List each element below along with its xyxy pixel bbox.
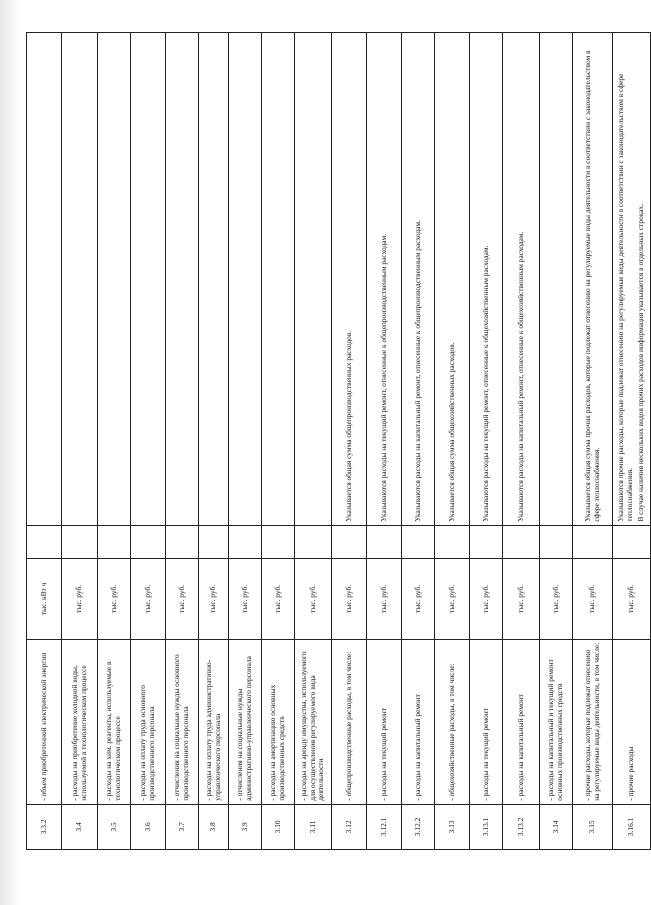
row-name: - расходы на капитальный ремонт	[503, 639, 540, 804]
row-value	[613, 525, 651, 559]
row-value	[402, 525, 435, 559]
row-unit: тыс. руб.	[332, 559, 367, 639]
row-unit: тыс. руб.	[166, 559, 199, 639]
row-name: - общехозяйственные расходы, в том числе:	[435, 639, 470, 804]
table-row	[367, 33, 402, 850]
description-text: Указываются расходы на капитальный ремонт, отнесенные к общехозяйственным расходам.	[515, 231, 525, 522]
table-body	[27, 33, 651, 850]
row-description	[295, 33, 332, 526]
table-row	[613, 33, 651, 850]
description-text: Указывается общая сумма прочих расходов, которые подлежат отнесению на регулируемые виды деятельности в соответствии с законодательством в сфере теплоснабжения.	[582, 50, 601, 522]
row-name: - отчисления на социальные нужды административно-управленческого персонала	[229, 639, 262, 804]
table-row	[573, 33, 613, 850]
row-number: 3.7	[166, 804, 199, 849]
row-number: 3.5	[98, 804, 131, 849]
row-description	[367, 33, 402, 526]
row-number: 3.9	[229, 804, 262, 849]
row-name: - расходы на амортизацию основных производственных средств	[262, 639, 295, 804]
description-text: Указывается общая сумма общехозяйственных расходов.	[446, 342, 456, 522]
row-value	[62, 525, 98, 559]
row-name: - прочие расходы	[613, 639, 651, 804]
row-description	[435, 33, 470, 526]
row-name: - расходы на оплату труда административно-управленческого персонала	[199, 639, 229, 804]
table-row	[262, 33, 295, 850]
row-unit: тыс. руб.	[613, 559, 651, 639]
row-value	[229, 525, 262, 559]
row-unit: тыс. руб.	[540, 559, 573, 639]
scan-edge	[0, 0, 22, 905]
row-number: 3.13	[435, 804, 470, 849]
row-value	[295, 525, 332, 559]
table-row	[332, 33, 367, 850]
row-value	[262, 525, 295, 559]
row-name: - расходы на приобретение холодной воды, используемой в технологическом процессе	[62, 639, 98, 804]
row-number: 3.8	[199, 804, 229, 849]
row-unit: тыс. руб.	[62, 559, 98, 639]
row-unit: тыс. руб.	[573, 559, 613, 639]
row-name: - расходы на капитальный ремонт	[402, 639, 435, 804]
description-remark: В случае наличия нескольких видов прочих расходов информация указывается в отдельных строках.	[636, 203, 646, 522]
row-description	[470, 33, 503, 526]
table-row	[98, 33, 131, 850]
row-description	[402, 33, 435, 526]
row-description	[613, 33, 651, 526]
row-number: 3.10	[262, 804, 295, 849]
row-name: - отчисления на социальные нужды основного производственного персонала	[166, 639, 199, 804]
row-description	[166, 33, 199, 526]
row-number: 3.12.1	[367, 804, 402, 849]
row-number: 3.14	[540, 804, 573, 849]
description-text: Указываются расходы на капитальный ремонт, отнесенные к общепроизводственным расходам.	[412, 220, 422, 522]
row-description	[131, 33, 166, 526]
row-description	[573, 33, 613, 526]
row-unit: тыс. руб.	[98, 559, 131, 639]
row-name: - общепроизводственные расходы, в том числе:	[332, 639, 367, 804]
row-description	[27, 33, 62, 526]
row-number: 3.3.2	[27, 804, 62, 849]
table-row	[402, 33, 435, 850]
table-row	[199, 33, 229, 850]
description-text: Указываются расходы на текущий ремонт, отнесенные к общехозяйственным расходам.	[480, 245, 490, 522]
row-number: 3.12	[332, 804, 367, 849]
rotated-page	[26, 32, 646, 850]
row-description	[62, 33, 98, 526]
table-row	[131, 33, 166, 850]
row-value	[131, 525, 166, 559]
row-number: 3.11	[295, 804, 332, 849]
description-text: Указывается общая сумма общепроизводственных расходов.	[343, 330, 353, 522]
row-description	[98, 33, 131, 526]
row-unit: тыс. руб.	[503, 559, 540, 639]
row-name: - объем приобретенной электрической энергии	[27, 639, 62, 804]
table-row	[470, 33, 503, 850]
expenses-table	[26, 32, 651, 850]
row-name: - расходы на хим. реагенты, используемые в технологическом процессе	[98, 639, 131, 804]
row-number: 3.13.2	[503, 804, 540, 849]
row-value	[573, 525, 613, 559]
table-row	[295, 33, 332, 850]
table-row	[435, 33, 470, 850]
table-row	[27, 33, 62, 850]
row-description	[540, 33, 573, 526]
row-number: 3.15	[573, 804, 613, 849]
row-unit: тыс. руб.	[199, 559, 229, 639]
row-name: - расходы на капитальный и текущий ремонт основных производственных средств	[540, 639, 573, 804]
row-unit: тыс. руб.	[295, 559, 332, 639]
row-description	[199, 33, 229, 526]
row-value	[435, 525, 470, 559]
row-value	[332, 525, 367, 559]
row-description	[503, 33, 540, 526]
row-name: - расходы на оплату труда основного производственного персонала	[131, 639, 166, 804]
row-number: 3.4	[62, 804, 98, 849]
row-description	[332, 33, 367, 526]
description-text: Указываются расходы на текущий ремонт, отнесенные к общепроизводственным расходам.	[378, 233, 388, 522]
row-number: 3.13.1	[470, 804, 503, 849]
table-row	[62, 33, 98, 850]
row-unit: тыс. руб.	[435, 559, 470, 639]
row-description	[262, 33, 295, 526]
row-name: - прочие расходы, которые подлежат отнесению на регулируемые виды деятельности, в том числе:	[573, 639, 613, 804]
row-value	[98, 525, 131, 559]
row-unit: тыс. руб.	[131, 559, 166, 639]
row-name: - расходы на текущий ремонт	[367, 639, 402, 804]
row-value	[199, 525, 229, 559]
row-number: 3.6	[131, 804, 166, 849]
row-unit: тыс. руб.	[470, 559, 503, 639]
table-row	[540, 33, 573, 850]
row-unit: тыс. руб.	[262, 559, 295, 639]
row-value	[503, 525, 540, 559]
row-name: - расходы на текущий ремонт	[470, 639, 503, 804]
table-row	[166, 33, 199, 850]
row-value	[540, 525, 573, 559]
table-row	[229, 33, 262, 850]
row-unit: тыс. руб.	[229, 559, 262, 639]
row-value	[27, 525, 62, 559]
row-unit: тыс. кВт ч	[27, 559, 62, 639]
row-number: 3.16.1	[613, 804, 651, 849]
row-unit: тыс. руб.	[367, 559, 402, 639]
row-value	[470, 525, 503, 559]
description-text: Указываются прочие расходы, которые подлежат отнесению на регулируемые виды деятельности в соответствии с законодательством в сфере теплоснабжения.	[616, 73, 634, 522]
row-unit: тыс. руб.	[402, 559, 435, 639]
row-name: - расходы на аренду имущества, используемого для осуществления регулируемого вида деятельности	[295, 639, 332, 804]
row-value	[166, 525, 199, 559]
table-row	[503, 33, 540, 850]
row-number: 3.12.2	[402, 804, 435, 849]
row-description	[229, 33, 262, 526]
row-value	[367, 525, 402, 559]
